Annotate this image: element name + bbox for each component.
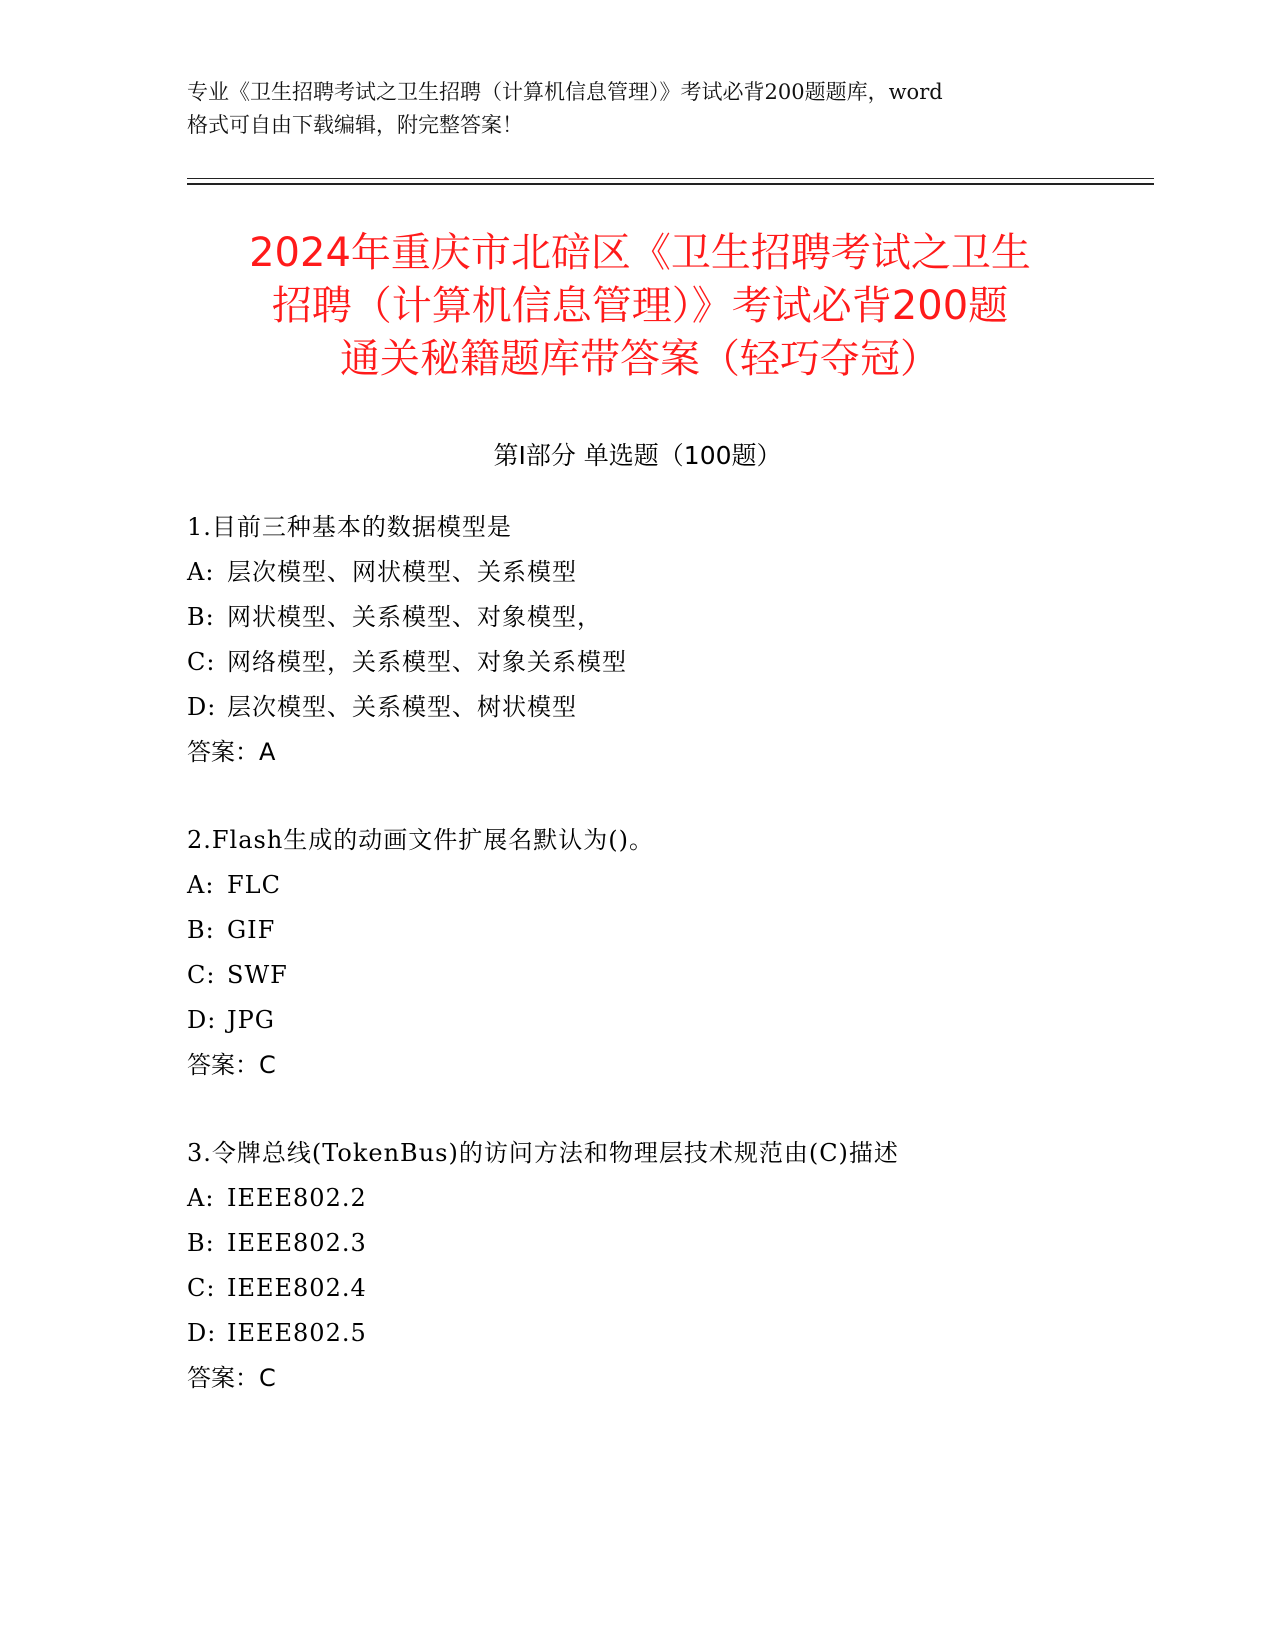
option-c xyxy=(187,953,1087,998)
option-text: SWF xyxy=(227,961,288,989)
option-letter: B: xyxy=(187,916,215,944)
answer-line: 答案：C xyxy=(187,1364,276,1392)
option-letter: D: xyxy=(187,1006,217,1034)
option-letter: C: xyxy=(187,961,216,989)
document-title-line-1: 2024年重庆市北碚区《卫生招聘考试之卫生 xyxy=(249,230,1031,276)
question-stem: 1.目前三种基本的数据模型是 xyxy=(187,513,512,541)
option-letter: C: xyxy=(187,648,216,676)
header-note-line-1: 专业《卫生招聘考试之卫生招聘（计算机信息管理）》考试必背200题题库，word xyxy=(187,80,943,104)
answer-line: 答案：C xyxy=(187,1051,276,1079)
option-text: JPG xyxy=(227,1006,275,1034)
header-note-line-2: 格式可自由下载编辑，附完整答案！ xyxy=(187,113,523,137)
option-d xyxy=(187,998,1087,1043)
option-text: 层次模型、网状模型、关系模型 xyxy=(227,558,577,586)
option-b xyxy=(187,908,1087,953)
question-stem: 3.令牌总线(TokenBus)的访问方法和物理层技术规范由(C)描述 xyxy=(187,1139,899,1167)
option-text: 层次模型、关系模型、树状模型 xyxy=(227,693,577,721)
document-title-line-2: 招聘（计算机信息管理）》考试必背200题 xyxy=(271,283,1009,329)
header-divider-thick xyxy=(187,183,1154,185)
option-a xyxy=(187,550,1087,595)
option-text: IEEE802.3 xyxy=(227,1229,367,1257)
option-letter: A: xyxy=(187,871,215,899)
option-c xyxy=(187,1266,1087,1311)
option-text: FLC xyxy=(227,871,281,899)
option-letter: B: xyxy=(187,603,215,631)
option-letter: B: xyxy=(187,1229,215,1257)
question-item xyxy=(187,818,1087,1088)
option-a xyxy=(187,863,1087,908)
question-item xyxy=(187,1131,1087,1401)
header-note xyxy=(187,76,1087,142)
option-letter: D: xyxy=(187,693,217,721)
header-divider-thin xyxy=(187,178,1154,179)
answer-line: 答案：A xyxy=(187,738,276,766)
option-text: GIF xyxy=(227,916,276,944)
option-text: 网状模型、关系模型、对象模型， xyxy=(227,603,602,631)
option-d xyxy=(187,1311,1087,1356)
option-letter: A: xyxy=(187,558,215,586)
question-stem: 2.Flash生成的动画文件扩展名默认为()。 xyxy=(187,826,655,854)
option-c xyxy=(187,640,1087,685)
option-letter: C: xyxy=(187,1274,216,1302)
option-text: IEEE802.5 xyxy=(227,1319,367,1347)
section-title: 第Ⅰ部分 单选题（100题） xyxy=(493,441,782,470)
option-letter: D: xyxy=(187,1319,217,1347)
option-text: IEEE802.2 xyxy=(227,1184,367,1212)
option-b xyxy=(187,595,1087,640)
option-d xyxy=(187,685,1087,730)
document-title-line-3: 通关秘籍题库带答案（轻巧夺冠） xyxy=(340,336,940,382)
option-letter: A: xyxy=(187,1184,215,1212)
question-item xyxy=(187,505,1087,775)
option-text: IEEE802.4 xyxy=(227,1274,367,1302)
document-title xyxy=(170,227,1110,386)
option-text: 网络模型，关系模型、对象关系模型 xyxy=(227,648,627,676)
option-a xyxy=(187,1176,1087,1221)
option-b xyxy=(187,1221,1087,1266)
